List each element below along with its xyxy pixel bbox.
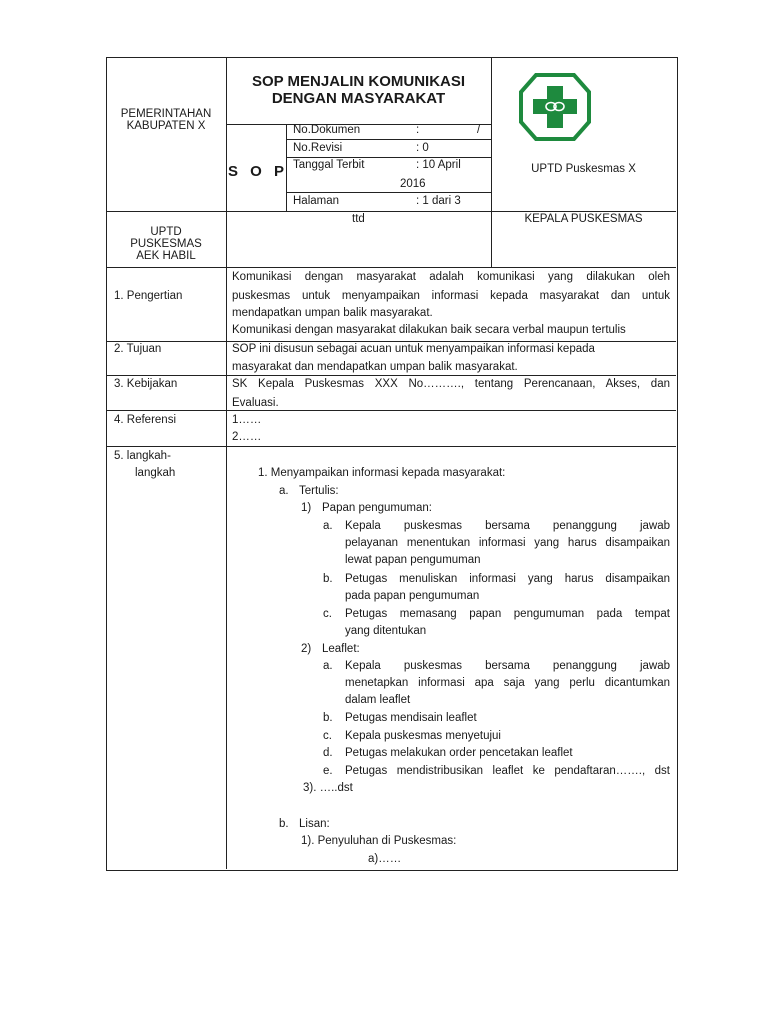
step-a-text: Tertulis: xyxy=(299,485,339,497)
section-label-tujuan: 2. Tujuan xyxy=(114,343,162,355)
page-value: : 1 dari 3 xyxy=(416,195,461,207)
sop-label: S O P xyxy=(227,163,288,180)
step-a1-text: Papan pengumuman: xyxy=(322,502,432,514)
row-divider xyxy=(106,446,676,447)
referensi-item-2: 2…… xyxy=(232,431,262,443)
row-divider xyxy=(106,375,676,376)
row-divider xyxy=(106,267,676,268)
tujuan-line-2: masyarakat dan mendapatkan umpan balik masyarakat. xyxy=(232,361,518,373)
step-a-number: a. xyxy=(279,485,289,497)
row-divider xyxy=(106,410,676,411)
issue-date-value: : 10 April xyxy=(416,159,461,171)
signature-text: ttd xyxy=(352,213,365,225)
list-item-line: lewat papan pengumuman xyxy=(345,554,481,566)
step-a2-number: 2) xyxy=(301,643,312,655)
page-label: Halaman xyxy=(293,195,340,207)
revision-label: No.Revisi xyxy=(293,142,343,154)
list-item-line: Kepala puskesmas bersama penanggung jawab xyxy=(345,520,670,532)
list-item-number: a. xyxy=(323,660,333,672)
issue-date-year: 2016 xyxy=(400,178,426,190)
doc-number-slash: / xyxy=(477,124,481,136)
step-b-number: b. xyxy=(279,818,289,830)
list-item-line: pada papan pengumuman xyxy=(345,590,480,602)
list-item-line: menetapkan informasi apa saja yang perlu dicantumkan xyxy=(345,677,670,689)
row-divider xyxy=(286,139,491,140)
pengertian-line-3: mendapatkan umpan balik masyarakat. xyxy=(232,307,433,319)
tujuan-line-1: SOP ini disusun sebagai acuan untuk menyampaikan informasi kepada xyxy=(232,343,595,355)
list-item-line: yang ditentukan xyxy=(345,625,427,637)
step-b1a: a)…… xyxy=(368,853,402,865)
list-item-number: c. xyxy=(323,608,332,620)
step-a3: 3). …..dst xyxy=(303,782,353,794)
list-item-number: b. xyxy=(323,573,333,585)
unit-name-line-2: PUSKESMAS xyxy=(130,238,202,250)
puskesmas-name: UPTD Puskesmas X xyxy=(531,163,636,175)
revision-value: : 0 xyxy=(416,142,429,154)
list-item-number: a. xyxy=(323,520,333,532)
document-title-line-1: SOP MENJALIN KOMUNIKASI xyxy=(251,73,466,90)
doc-number-value: : xyxy=(416,124,420,136)
step-b-text: Lisan: xyxy=(299,818,330,830)
head-title: KEPALA PUSKESMAS xyxy=(524,213,643,225)
government-line-2: KABUPATEN X xyxy=(126,120,206,132)
row-divider xyxy=(286,192,491,193)
document-title-line-2: DENGAN MASYARAKAT xyxy=(271,90,446,107)
list-item-line: Petugas melakukan order pencetakan leaflet xyxy=(345,747,573,759)
list-item-number: c. xyxy=(323,730,332,742)
doc-number-label: No.Dokumen xyxy=(293,124,361,136)
list-item-number: e. xyxy=(323,765,333,777)
pengertian-line-2: puskesmas untuk menyampaikan informasi kepada masyarakat dan untuk xyxy=(232,290,670,302)
referensi-item-1: 1…… xyxy=(232,414,262,426)
list-item-line: dalam leaflet xyxy=(345,694,411,706)
pengertian-line-1: Komunikasi dengan masyarakat adalah komunikasi yang dilakukan oleh xyxy=(232,271,670,283)
step-a2-text: Leaflet: xyxy=(322,643,360,655)
section-label-langkah-1: 5. langkah- xyxy=(114,450,171,462)
puskesmas-logo-icon xyxy=(518,72,592,142)
list-item-number: d. xyxy=(323,747,333,759)
section-label-kebijakan: 3. Kebijakan xyxy=(114,378,178,390)
step-b1: 1). Penyuluhan di Puskesmas: xyxy=(301,835,457,847)
list-item-line: pelayanan menentukan informasi yang harus disampaikan xyxy=(345,537,670,549)
list-item-line: Kepala puskesmas bersama penanggung jawab xyxy=(345,660,670,672)
kebijakan-line-1: SK Kepala Puskesmas XXX No………., tentang Perencanaan, Akses, dan xyxy=(232,378,670,390)
issue-date-label: Tanggal Terbit xyxy=(293,159,365,171)
section-label-referensi: 4. Referensi xyxy=(114,414,177,426)
unit-name-line-1: UPTD xyxy=(150,226,182,238)
list-item-line: Kepala puskesmas menyetujui xyxy=(345,730,501,742)
list-item-number: b. xyxy=(323,712,333,724)
pengertian-line-4: Komunikasi dengan masyarakat dilakukan baik secara verbal maupun tertulis xyxy=(232,324,626,336)
list-item-line: Petugas mendistribusikan leaflet ke pendaftaran……., dst xyxy=(345,765,670,777)
list-item-line: Petugas mendisain leaflet xyxy=(345,712,477,724)
list-item-line: Petugas memasang papan pengumuman pada tempat xyxy=(345,608,670,620)
list-item-line: Petugas menuliskan informasi yang harus disampaikan xyxy=(345,573,670,585)
step-a1-number: 1) xyxy=(301,502,312,514)
section-label-pengertian: 1. Pengertian xyxy=(114,290,183,302)
unit-name-line-3: AEK HABIL xyxy=(136,250,196,262)
government-line-1: PEMERINTAHAN xyxy=(120,108,212,120)
section-label-langkah-2: langkah xyxy=(135,467,176,479)
kebijakan-line-2: Evaluasi. xyxy=(232,397,279,409)
step-1: 1. Menyampaikan informasi kepada masyarakat: xyxy=(258,467,506,479)
